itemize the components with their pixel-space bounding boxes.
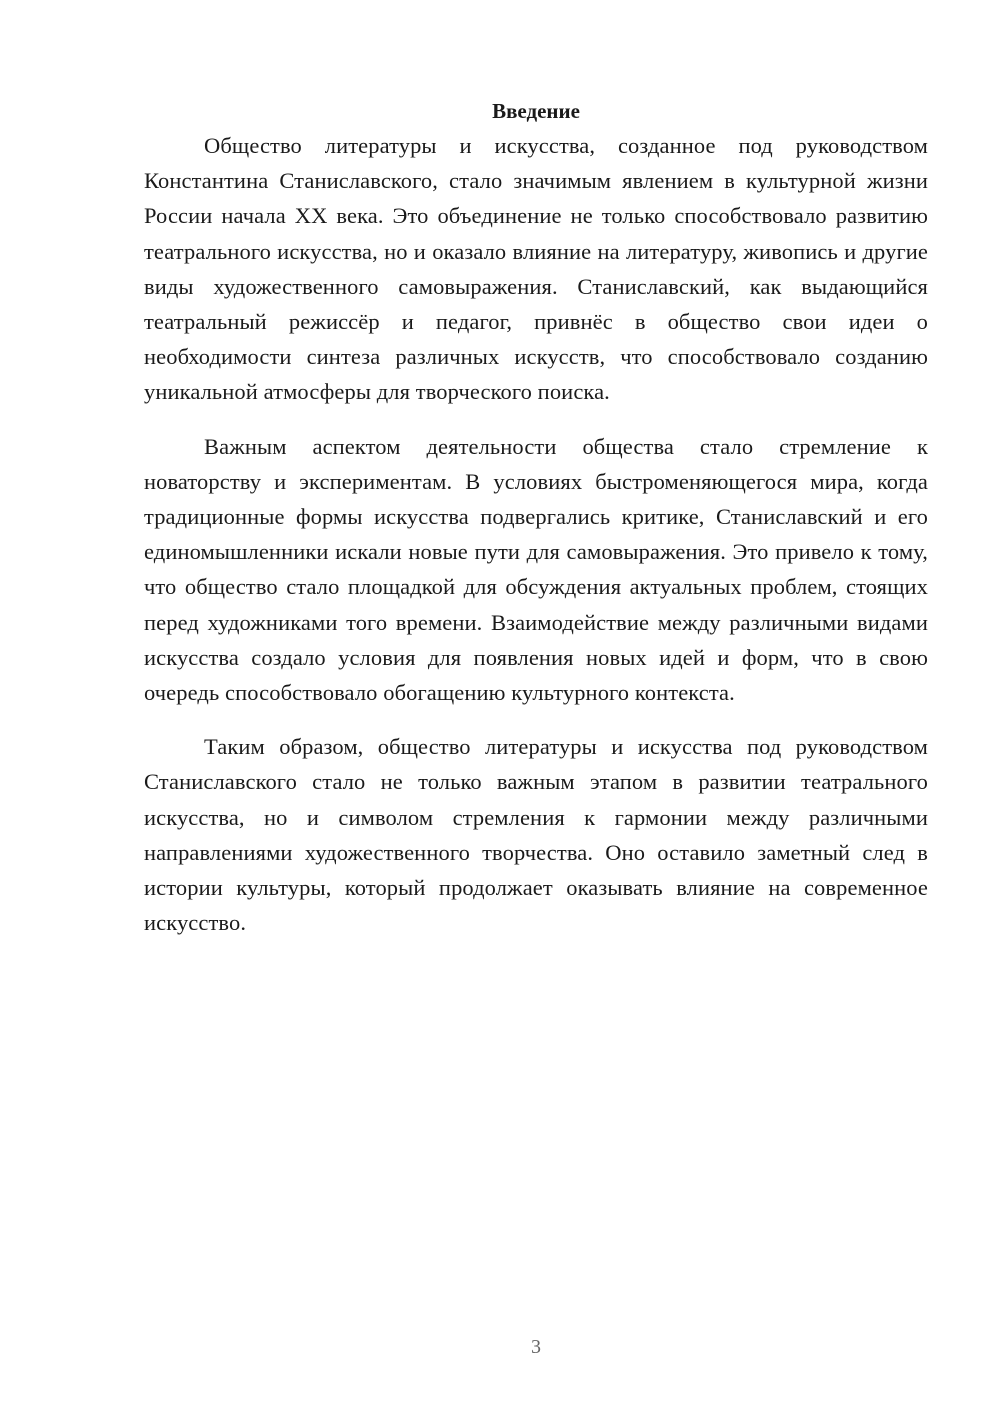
paragraph-1: Общество литературы и искусства, созданное под руководством Константина Станиславского, стало значимым явлением в культурной жизни России начала XX века. Это объединение не только способствовало развитию театрального искусства, но и оказало влияние на литературу, живопись и другие виды художественного самовыражения. Станиславский, как выдающийся театральный режиссёр и педагог, привнёс в общество свои идеи о необходимости синтеза различных искусств, что способствовало созданию уникальной атмосферы для творческого поиска. — [144, 133, 928, 405]
page-number: 3 — [531, 1336, 541, 1358]
page-body — [144, 96, 928, 959]
paragraph-3: Таким образом, общество литературы и искусства под руководством Станиславского стало не только важным этапом в развитии театрального искусства, но и символом стремления к гармонии между различными направлениями художественного творчества. Оно оставило заметный след в истории культуры, который продолжает оказывать влияние на современное искусство. — [144, 734, 928, 936]
section-heading: Введение — [492, 99, 580, 123]
paragraph-2: Важным аспектом деятельности общества стало стремление к новаторству и экспериментам. В условиях быстроменяющегося мира, когда традиционные формы искусства подвергались критике, Станиславский и его единомышленники искали новые пути для самовыражения. Это привело к тому, что общество стало площадкой для обсуждения актуальных проблем, стоящих перед художниками того времени. Взаимодействие между различными видами искусства создало условия для появления новых идей и форм, что в свою очередь способствовало обогащению культурного контекста. — [144, 433, 928, 706]
